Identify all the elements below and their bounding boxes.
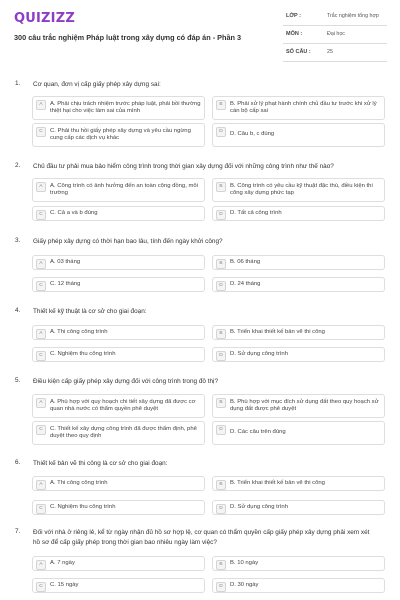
option-letter: D [216,425,226,435]
meta-row-class [283,8,387,26]
question-text: Thiết kế kỹ thuật là cơ sở cho giai đoạn: [33,308,147,315]
option-text: D. Sử dụng công trình [230,350,288,357]
option-text: B. Triển khai thiết kế bản vẽ thi công [230,328,325,335]
option-d[interactable] [212,500,385,515]
option-d[interactable] [212,578,385,593]
meta-key: SỐ CÂU : [286,49,311,55]
option-letter: A [36,259,46,269]
option-c[interactable] [32,421,205,445]
option-a[interactable] [32,178,205,202]
option-text: D. Câu b, c đúng [230,131,275,138]
question-number: 2. [15,162,21,169]
option-text: B. 06 tháng [230,258,261,265]
option-letter: C [36,210,46,220]
option-d[interactable] [212,421,385,445]
option-letter: B [216,259,226,269]
option-letter: B [216,480,226,490]
option-a[interactable] [32,476,205,491]
option-letter: A [36,182,46,192]
option-c[interactable] [32,500,205,515]
option-letter: A [36,100,46,110]
meta-key: MÔN : [286,31,303,37]
option-d[interactable] [212,206,385,221]
option-letter: C [36,504,46,514]
quizizz-logo: QUIZIZZ [14,11,75,26]
option-a[interactable] [32,556,205,571]
question-number: 3. [15,237,21,244]
option-letter: D [216,210,226,220]
option-letter: C [36,582,46,592]
meta-value: Đại học [327,31,345,37]
option-c[interactable] [32,206,205,221]
option-c[interactable] [32,277,205,292]
option-text: D. 24 tháng [230,280,261,287]
meta-key: LỚP : [286,13,301,19]
worksheet-title: 300 câu trắc nghiệm Pháp luật trong xây dựng có đáp án - Phần 3 [14,33,242,42]
option-text: B. Phù hợp với mục đích sử dụng đất theo quy hoạch sử dụng đất được phê duyệt [230,398,379,412]
option-text: B. 10 ngày [230,559,259,566]
option-a[interactable] [32,96,205,120]
option-b[interactable] [212,178,385,202]
option-c[interactable] [32,347,205,362]
option-a[interactable] [32,394,205,418]
option-b[interactable] [212,556,385,571]
option-text: A. 7 ngày [50,559,75,566]
option-b[interactable] [212,476,385,491]
meta-row-subject [283,26,387,44]
option-text: A. Thi công công trình [50,479,108,486]
question-number: 7. [15,528,21,535]
option-text: A. Thi công công trình [50,328,108,335]
option-b[interactable] [212,394,385,418]
meta-value: 25 [327,49,333,55]
option-text: C. Cả a và b đúng [50,209,98,216]
option-text: A. 03 tháng [50,258,81,265]
option-letter: D [216,504,226,514]
option-c[interactable] [32,123,205,147]
option-text: D. Tất cả công trình [230,209,282,216]
meta-value: Trắc nghiệm tổng hợp [327,13,379,19]
option-a[interactable] [32,255,205,270]
option-text: A. Công trình có ảnh hưởng đến an toàn cộng đồng, môi trường [50,182,198,196]
worksheet-header [0,0,400,62]
option-text: C. 12 tháng [50,280,81,287]
option-letter: A [36,329,46,339]
option-text: D. Sử dụng công trình [230,503,288,510]
question-number: 6. [15,459,21,466]
option-letter: B [216,100,226,110]
question-text: Giấy phép xây dựng có thời hạn bao lâu, tính đến ngày khởi công? [33,238,223,245]
option-letter: B [216,398,226,408]
option-text: C. Phải thu hồi giấy phép xây dựng và yêu cầu ngừng cung cấp các dịch vụ khác [50,127,191,141]
option-letter: B [216,560,226,570]
option-text: A. Phải chịu trách nhiệm trước pháp luật, phải bồi thường thiệt hại cho việc làm sai của mình [50,100,201,114]
option-text: C. 15 ngày [50,581,79,588]
option-letter: D [216,582,226,592]
option-text: C. Thiết kế xây dựng công trình đã được thẩm định, phê duyệt theo quy định [50,425,197,439]
option-letter: B [216,329,226,339]
option-letter: C [36,127,46,137]
option-b[interactable] [212,255,385,270]
option-letter: D [216,281,226,291]
meta-table [283,8,387,62]
option-letter: C [36,281,46,291]
option-text: D. Các câu trên đúng [230,429,286,436]
option-text: C. Nghiệm thu công trình [50,350,116,357]
option-d[interactable] [212,347,385,362]
option-c[interactable] [32,578,205,593]
option-letter: A [36,480,46,490]
question-text: Điều kiện cấp giấy phép xây dựng đối với công trình trong đô thị? [33,378,219,385]
option-text: B. Triển khai thiết kế bản vẽ thi công [230,479,325,486]
option-d[interactable] [212,277,385,292]
question-number: 5. [15,377,21,384]
option-letter: C [36,351,46,361]
question-text: Cơ quan, đơn vị cấp giấy phép xây dựng sai: [33,81,161,88]
option-letter: A [36,560,46,570]
question-number: 1. [15,80,21,87]
option-b[interactable] [212,325,385,340]
option-text: B. Phải xử lý phạt hành chính chủ đầu tư trước khi xử lý cán bộ cấp sai [230,100,377,114]
option-letter: C [36,425,46,435]
meta-row-count [283,44,387,62]
question-text: Chủ đầu tư phải mua bảo hiểm công trình trong thời gian xây dựng đối với những công trình như thế nào? [33,163,334,170]
option-b[interactable] [212,96,385,120]
question-text: Đối với nhà ở riêng lẻ, kể từ ngày nhận đủ hồ sơ hợp lệ, cơ quan có thẩm quyền cấp giấy phép xây dựng phải xem xét hồ sơ để cấp giấy phép trong thời gian bao nhiêu ngày làm việc? [33,529,370,546]
option-letter: D [216,127,226,137]
option-d[interactable] [212,123,385,147]
option-text: A. Phù hợp với quy hoạch chi tiết xây dựng đã được cơ quan nhà nước có thẩm quyền phê duyệt [50,398,196,412]
option-letter: A [36,398,46,408]
option-letter: B [216,182,226,192]
option-text: B. Công trình có yêu cầu kỹ thuật đặc thù, điều kiện thi công xây dựng phức tạp [230,182,373,196]
option-letter: D [216,351,226,361]
option-text: D. 30 ngày [230,581,259,588]
option-text: C. Nghiệm thu công trình [50,503,116,510]
option-a[interactable] [32,325,205,340]
question-text: Thiết kế bản vẽ thi công là cơ sở cho giai đoạn: [33,460,168,467]
question-number: 4. [15,307,21,314]
